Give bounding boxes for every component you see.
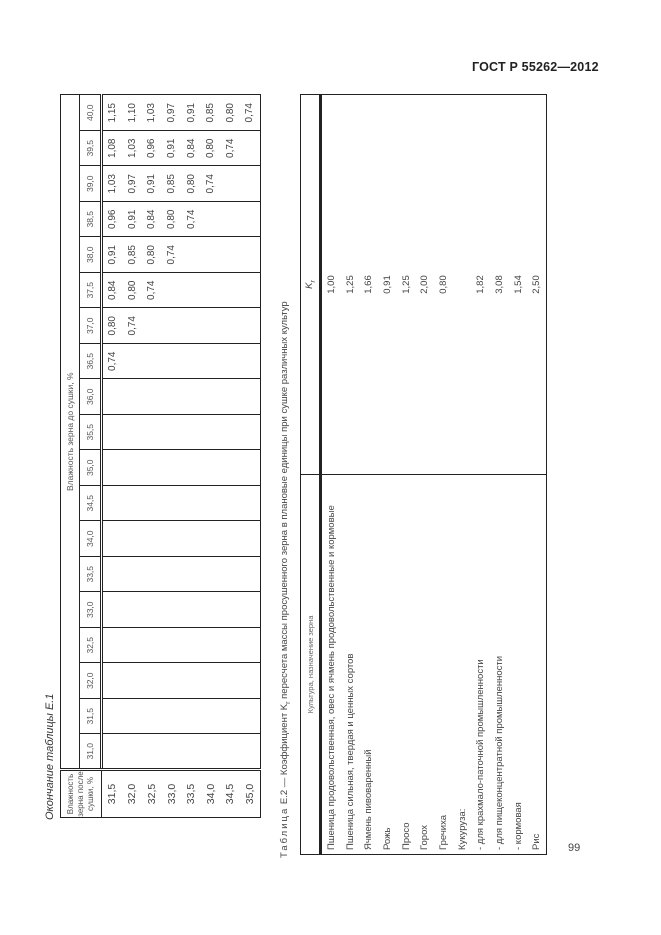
culture-name: Пшеница продовольственная, овес и ячмень продовольственные и кормовые	[321, 475, 341, 855]
table-row	[453, 95, 472, 855]
table-cell	[201, 450, 221, 486]
table-cell	[201, 308, 221, 344]
row-label: 33,5	[181, 770, 201, 818]
table-cell	[240, 344, 260, 380]
table-cell: 0,96	[102, 202, 123, 238]
table2-caption	[279, 301, 292, 858]
table-cell	[221, 592, 241, 628]
table-cell	[142, 628, 162, 664]
table-cell	[201, 202, 221, 238]
table-cell	[142, 699, 162, 735]
culture-name: Рожь	[378, 475, 397, 855]
table-cell	[142, 308, 162, 344]
table-cell	[221, 450, 241, 486]
kr-value: 1,25	[397, 95, 416, 475]
table-cell	[240, 734, 260, 770]
table-cell: 0,96	[142, 131, 162, 167]
table-cell: 0,85	[123, 237, 143, 273]
table-cell	[162, 592, 182, 628]
table-cell: 0,80	[221, 95, 241, 131]
table-cell: 0,80	[102, 308, 123, 344]
row-label: 32,0	[123, 770, 143, 818]
table-cell	[102, 379, 123, 415]
table2-wrapper	[300, 94, 547, 855]
standard-designation: ГОСТ Р 55262—2012	[472, 60, 599, 74]
table-cell	[162, 521, 182, 557]
table-cell	[162, 308, 182, 344]
culture-name: Рис	[528, 475, 547, 855]
table-cell	[181, 308, 201, 344]
table-cell	[221, 557, 241, 593]
column-header: 35,5	[80, 415, 102, 451]
table-cell	[181, 344, 201, 380]
table-cell	[162, 628, 182, 664]
table-cell: 0,74	[221, 131, 241, 167]
table-cell: 0,97	[162, 95, 182, 131]
table-cell	[181, 237, 201, 273]
table-cell	[240, 237, 260, 273]
row-label: 31,5	[102, 770, 123, 818]
table-cell	[102, 592, 123, 628]
table-cell	[123, 521, 143, 557]
table-row	[162, 95, 182, 818]
table-cell	[142, 663, 162, 699]
table-cell	[221, 521, 241, 557]
table1-continuation-label: Окончание таблицы Е.1	[44, 693, 56, 820]
table-cell: 0,80	[142, 237, 162, 273]
table-cell	[240, 592, 260, 628]
table-cell	[162, 486, 182, 522]
table-cell	[102, 699, 123, 735]
table-cell: 1,10	[123, 95, 143, 131]
kr-value: 0,91	[378, 95, 397, 475]
table-cell	[162, 450, 182, 486]
table-cell	[123, 699, 143, 735]
table-cell	[102, 663, 123, 699]
column-header: 38,0	[80, 237, 102, 273]
table-cell	[240, 166, 260, 202]
table-cell	[123, 734, 143, 770]
table-row	[472, 95, 491, 855]
table-cell	[240, 308, 260, 344]
table-cell: 0,74	[240, 95, 260, 131]
table-cell: 0,74	[142, 273, 162, 309]
table-cell	[142, 379, 162, 415]
column-header: 31,5	[80, 699, 102, 735]
table-cell	[181, 379, 201, 415]
table-row	[321, 95, 341, 855]
table-cell	[240, 521, 260, 557]
table-cell	[162, 663, 182, 699]
column-header: 39,5	[80, 131, 102, 167]
table-cell	[123, 344, 143, 380]
table-cell: 0,74	[181, 202, 201, 238]
culture-name: Ячмень пивоваренный	[359, 475, 378, 855]
kr-symbol: K	[303, 282, 315, 289]
row-label: 32,5	[142, 770, 162, 818]
table-cell: 1,03	[142, 95, 162, 131]
moisture-coefficient-table	[60, 94, 261, 818]
table-cell	[181, 699, 201, 735]
table1-continuation-wrapper	[44, 694, 56, 820]
table-cell	[142, 344, 162, 380]
table-cell	[181, 557, 201, 593]
culture-name: Кукуруза:	[453, 475, 472, 855]
column-header: 34,5	[80, 486, 102, 522]
table-cell	[123, 663, 143, 699]
table-cell	[201, 415, 221, 451]
column-header: 31,0	[80, 734, 102, 770]
table-cell	[102, 486, 123, 522]
table-cell	[162, 344, 182, 380]
table-row	[528, 95, 547, 855]
table-cell: 0,91	[142, 166, 162, 202]
table-cell: 0,80	[181, 166, 201, 202]
table-cell	[221, 166, 241, 202]
table-row	[341, 95, 360, 855]
column-header: 33,0	[80, 592, 102, 628]
table-row	[509, 95, 528, 855]
header-culture: Культура, назначение зерна	[301, 475, 321, 855]
kr-value: 1,66	[359, 95, 378, 475]
table-row	[415, 95, 434, 855]
table-cell	[162, 415, 182, 451]
table-cell	[201, 521, 221, 557]
table-cell	[221, 734, 241, 770]
table-cell	[240, 202, 260, 238]
table-cell	[102, 628, 123, 664]
table-cell	[162, 734, 182, 770]
table-row	[102, 95, 123, 818]
table-cell	[142, 486, 162, 522]
column-header: 36,0	[80, 379, 102, 415]
table-cell	[201, 344, 221, 380]
table-cell	[181, 521, 201, 557]
row-label: 34,5	[221, 770, 241, 818]
table-row	[181, 95, 201, 818]
table-cell	[102, 521, 123, 557]
table-cell	[142, 592, 162, 628]
table-cell: 0,85	[201, 95, 221, 131]
table-cell: 0,74	[123, 308, 143, 344]
table-cell	[181, 415, 201, 451]
column-header: 37,5	[80, 273, 102, 309]
table-row	[201, 95, 221, 818]
table-cell: 0,74	[102, 344, 123, 380]
table-cell	[102, 734, 123, 770]
table-cell	[201, 734, 221, 770]
kr-value: 1,82	[472, 95, 491, 475]
table-cell	[221, 202, 241, 238]
table-cell: 0,91	[162, 131, 182, 167]
table-row	[378, 95, 397, 855]
table-row	[142, 95, 162, 818]
table-row	[221, 95, 241, 818]
table-cell	[123, 450, 143, 486]
table-cell	[240, 131, 260, 167]
culture-name: - для пищеконцентратной промышленности	[490, 475, 509, 855]
table-cell	[123, 379, 143, 415]
culture-name: Горох	[415, 475, 434, 855]
column-header: 32,5	[80, 628, 102, 664]
row-label: 35,0	[240, 770, 260, 818]
table-row	[123, 95, 143, 818]
table-cell	[181, 663, 201, 699]
table-cell	[142, 450, 162, 486]
table-cell: 0,85	[162, 166, 182, 202]
table-cell: 0,80	[162, 202, 182, 238]
table-cell	[142, 521, 162, 557]
table-cell	[181, 450, 201, 486]
caption-rest: пересчета массы просушенного зерна в плановые единицы при сушке различных культур	[279, 301, 290, 702]
table-cell	[201, 592, 221, 628]
table-cell	[201, 663, 221, 699]
table-cell: 0,84	[181, 131, 201, 167]
table-cell	[221, 699, 241, 735]
kr-value: 1,54	[509, 95, 528, 475]
table-cell	[123, 486, 143, 522]
table-cell: 0,91	[102, 237, 123, 273]
table-cell	[181, 273, 201, 309]
row-label: 34,0	[201, 770, 221, 818]
table-cell	[142, 557, 162, 593]
row-header-moisture-after: Влажность зерна после сушки, %	[61, 770, 102, 818]
kr-value: 1,25	[341, 95, 360, 475]
culture-name: Просо	[397, 475, 416, 855]
table-cell	[123, 592, 143, 628]
table-cell	[181, 734, 201, 770]
table-row	[490, 95, 509, 855]
table-cell: 0,91	[123, 202, 143, 238]
table-cell: 0,84	[142, 202, 162, 238]
table-cell	[102, 415, 123, 451]
page-number: 99	[568, 842, 581, 854]
table-cell	[181, 628, 201, 664]
table-cell: 1,08	[102, 131, 123, 167]
table-cell	[240, 486, 260, 522]
column-header: 37,0	[80, 308, 102, 344]
column-header: 35,0	[80, 450, 102, 486]
table-cell	[221, 379, 241, 415]
table-cell	[240, 663, 260, 699]
table-row	[434, 95, 453, 855]
kr-subscript: r	[309, 280, 317, 283]
table-cell	[221, 663, 241, 699]
table-cell	[162, 699, 182, 735]
table-cell	[221, 344, 241, 380]
table-cell	[240, 415, 260, 451]
culture-name: Пшеница сильная, твердая и ценных сортов	[341, 475, 360, 855]
table-cell	[142, 734, 162, 770]
table-cell: 1,03	[123, 131, 143, 167]
table-cell	[123, 415, 143, 451]
column-header: 36,5	[80, 344, 102, 380]
table-cell	[201, 237, 221, 273]
table-cell	[162, 273, 182, 309]
table-cell	[201, 379, 221, 415]
table-cell	[240, 628, 260, 664]
column-header: 39,0	[80, 166, 102, 202]
table-cell	[162, 557, 182, 593]
kr-value: 2,00	[415, 95, 434, 475]
table-cell: 0,91	[181, 95, 201, 131]
table-cell	[240, 699, 260, 735]
table-cell	[123, 628, 143, 664]
column-header: 33,5	[80, 557, 102, 593]
table-row	[397, 95, 416, 855]
table-cell	[240, 379, 260, 415]
table-cell: 1,15	[102, 95, 123, 131]
table-cell	[221, 415, 241, 451]
table-cell	[221, 237, 241, 273]
kr-value: 0,80	[434, 95, 453, 475]
column-header: 34,0	[80, 521, 102, 557]
kr-value: 1,00	[321, 95, 341, 475]
table-cell	[201, 557, 221, 593]
culture-name: - кормовая	[509, 475, 528, 855]
table-cell: 0,97	[123, 166, 143, 202]
table1-wrapper	[60, 94, 261, 818]
conversion-coefficient-table	[300, 94, 547, 855]
table-cell	[240, 450, 260, 486]
header-kr	[301, 95, 321, 475]
column-header: 32,0	[80, 663, 102, 699]
kr-value: 2,50	[528, 95, 547, 475]
table-cell	[201, 486, 221, 522]
column-header: 40,0	[80, 95, 102, 131]
table-cell	[201, 628, 221, 664]
table-cell	[240, 557, 260, 593]
table-cell: 0,80	[123, 273, 143, 309]
table-cell	[181, 486, 201, 522]
caption-number: Е.2	[279, 789, 290, 805]
table-cell: 0,84	[102, 273, 123, 309]
table-cell	[201, 273, 221, 309]
table-cell	[181, 592, 201, 628]
table-cell: 1,03	[102, 166, 123, 202]
culture-name: Гречиха	[434, 475, 453, 855]
table-cell: 0,80	[201, 131, 221, 167]
table2-caption-wrapper	[279, 301, 292, 858]
table-cell: 0,74	[162, 237, 182, 273]
table-row	[240, 95, 260, 818]
table-row	[359, 95, 378, 855]
table-cell	[221, 486, 241, 522]
table-cell	[102, 557, 123, 593]
table-cell	[221, 273, 241, 309]
table-cell	[201, 699, 221, 735]
column-header: 38,5	[80, 202, 102, 238]
caption-sub: r	[284, 701, 292, 704]
table-cell	[221, 308, 241, 344]
caption-text: — Коэффициент K	[279, 703, 290, 788]
culture-name: - для крахмало-паточной промышленности	[472, 475, 491, 855]
table-cell	[102, 450, 123, 486]
group-header-moisture-before: Влажность зерна до сушки, %	[61, 95, 80, 770]
table-cell	[240, 273, 260, 309]
kr-value	[453, 95, 472, 475]
table-cell	[162, 379, 182, 415]
table-cell	[123, 557, 143, 593]
table-cell: 0,74	[201, 166, 221, 202]
caption-prefix: Таблица	[279, 806, 290, 858]
row-label: 33,0	[162, 770, 182, 818]
table-cell	[221, 628, 241, 664]
kr-value: 3,08	[490, 95, 509, 475]
table-cell	[142, 415, 162, 451]
